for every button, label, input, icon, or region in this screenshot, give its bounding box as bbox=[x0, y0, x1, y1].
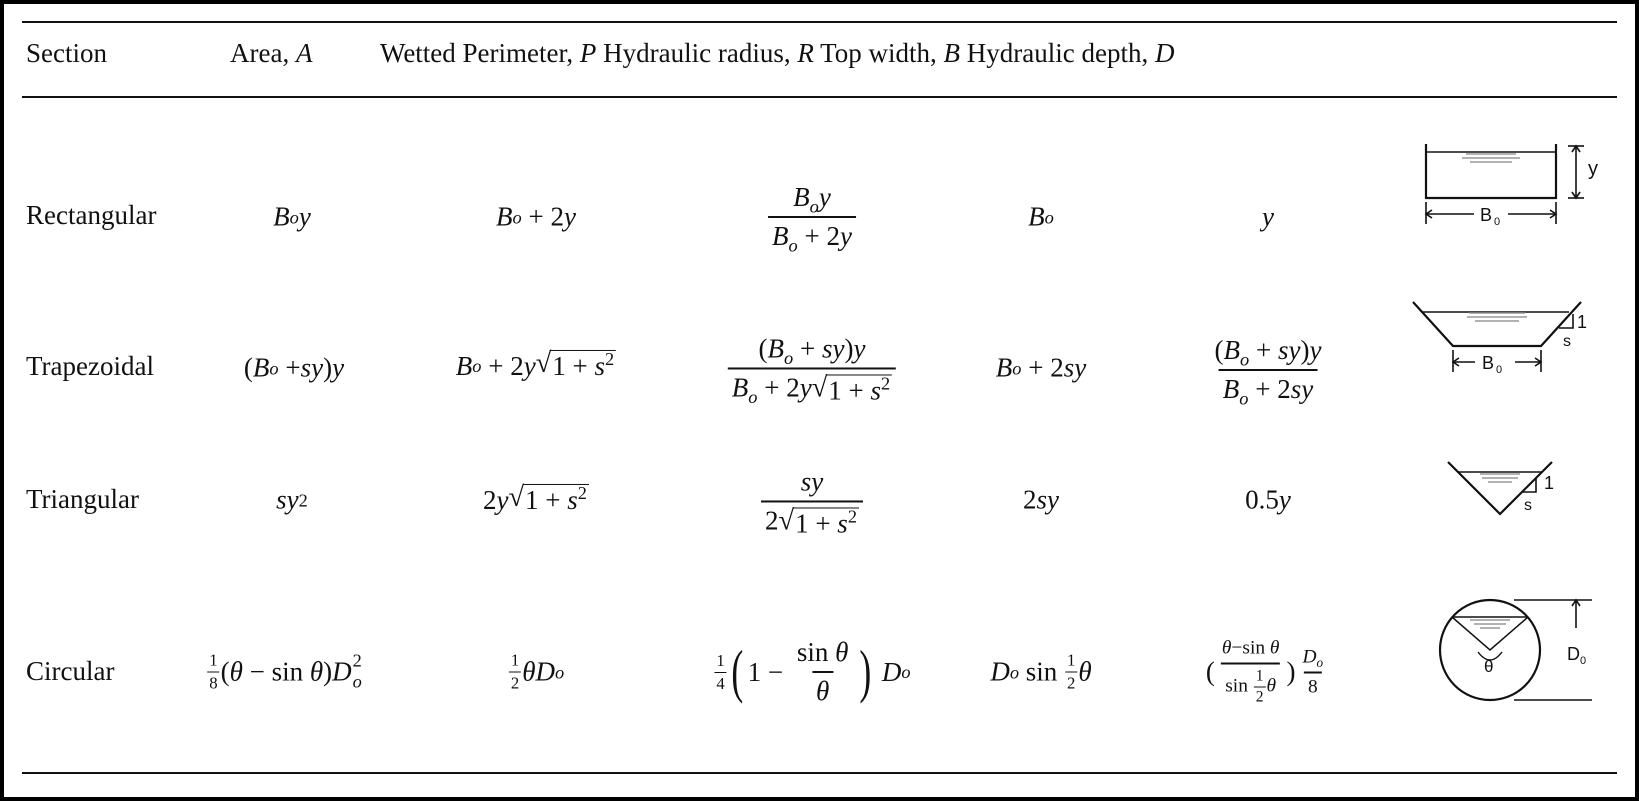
rectangular-channel-section-icon bbox=[1404, 132, 1604, 232]
header-perimeter-label: Wetted Perimeter, bbox=[380, 38, 580, 68]
trap-radius-formula: $(B_o + sy)y$ $B_o + 2y$ √ $1 + s^2$ bbox=[725, 333, 899, 406]
circ-fig-label-theta: θ bbox=[1484, 657, 1494, 676]
header-radius-symbol: R bbox=[797, 38, 814, 68]
header-depth-label: Hydraulic depth, bbox=[960, 38, 1155, 68]
row-label-trapezoidal: Trapezoidal bbox=[26, 351, 154, 381]
table-bottom-rule bbox=[22, 772, 1617, 774]
trap-area-formula: ( B o + sy ) y bbox=[243, 352, 345, 383]
trap-fig-label-b: B bbox=[1482, 353, 1495, 373]
rect-perimeter-formula: B o + 2 y bbox=[496, 201, 576, 232]
header-wetted-perimeter bbox=[380, 38, 1174, 69]
rect-area-formula: B o y bbox=[273, 201, 311, 232]
table-header-rule bbox=[22, 96, 1617, 98]
tri-area-formula: sy 2 bbox=[276, 484, 308, 515]
header-area bbox=[230, 38, 312, 69]
header-radius-label: Hydraulic radius, bbox=[596, 38, 798, 68]
header-top-width-symbol: B bbox=[943, 38, 960, 68]
header-area-symbol: A bbox=[295, 38, 313, 68]
rect-radius-formula: $\frac{B_oy}{B_o + 2y}$ bbox=[765, 182, 859, 252]
trap-fig-label-s: s bbox=[1563, 333, 1571, 350]
circ-depth-formula: ( θ−sin θ sin $\frac{1}{2}$ θ ) $\frac{D_o}{8}$ bbox=[1205, 637, 1324, 706]
row-label-rectangular: Rectangular bbox=[26, 200, 157, 230]
circ-fig-label-d-sub: 0 bbox=[1580, 655, 1587, 667]
tri-fig-label-one: 1 bbox=[1544, 473, 1555, 493]
rect-fig-label-b-sub: 0 bbox=[1494, 216, 1501, 228]
rect-fig-label-y: y bbox=[1588, 158, 1598, 180]
circ-perimeter-formula: $\frac{1}{2}$ θD o bbox=[510, 650, 565, 693]
tri-top-width-formula: 2 sy bbox=[1023, 484, 1059, 515]
tri-fig-label-s: s bbox=[1524, 497, 1532, 514]
tri-perimeter-formula: 2 y √ $1 + s^2$ bbox=[483, 481, 587, 515]
header-perimeter-symbol: P bbox=[579, 38, 597, 68]
rect-fig-label-b: B bbox=[1480, 205, 1493, 225]
rect-depth-formula: y bbox=[1262, 201, 1274, 232]
trapezoidal-channel-section-icon bbox=[1399, 294, 1609, 394]
trap-fig-label-one: 1 bbox=[1577, 312, 1588, 332]
circ-area-formula: $\frac{1}{8}$ ( θ − sin θ ) D 2 o bbox=[209, 650, 362, 693]
row-label-triangular: Triangular bbox=[26, 484, 139, 514]
header-section: Section bbox=[26, 38, 107, 68]
trap-perimeter-formula: B o + 2 y √ $1 + s^2$ bbox=[455, 347, 615, 381]
tri-depth-formula: 0.5 y bbox=[1245, 484, 1291, 515]
header-top-width-label: Top width, bbox=[813, 38, 944, 68]
circular-channel-section-icon bbox=[1434, 594, 1624, 714]
table-top-rule bbox=[22, 21, 1617, 23]
trap-fig-label-b-sub: 0 bbox=[1496, 364, 1503, 376]
circ-radius-formula: $\frac{1}{4}$ ( 1 − $\frac{\text{sin θ}}{\theta}$ ) D o bbox=[716, 637, 911, 706]
tri-radius-formula: sy 2 √ $1 + s^2$ bbox=[758, 466, 866, 539]
trap-depth-formula: $\frac{(B_o + sy)y}{B_o + 2sy}$ bbox=[1214, 335, 1322, 409]
header-area-label: Area, bbox=[230, 38, 296, 68]
triangular-channel-section-icon bbox=[1444, 456, 1564, 536]
circ-fig-label-d: D bbox=[1567, 644, 1580, 664]
rect-top-width-formula: B o bbox=[1028, 201, 1054, 232]
trap-top-width-formula: B o + 2 sy bbox=[995, 352, 1087, 383]
circ-top-width-formula: D o sin $\frac{1}{2}$ θ bbox=[990, 650, 1092, 693]
row-label-circular: Circular bbox=[26, 656, 115, 686]
header-depth-symbol: D bbox=[1154, 38, 1175, 68]
